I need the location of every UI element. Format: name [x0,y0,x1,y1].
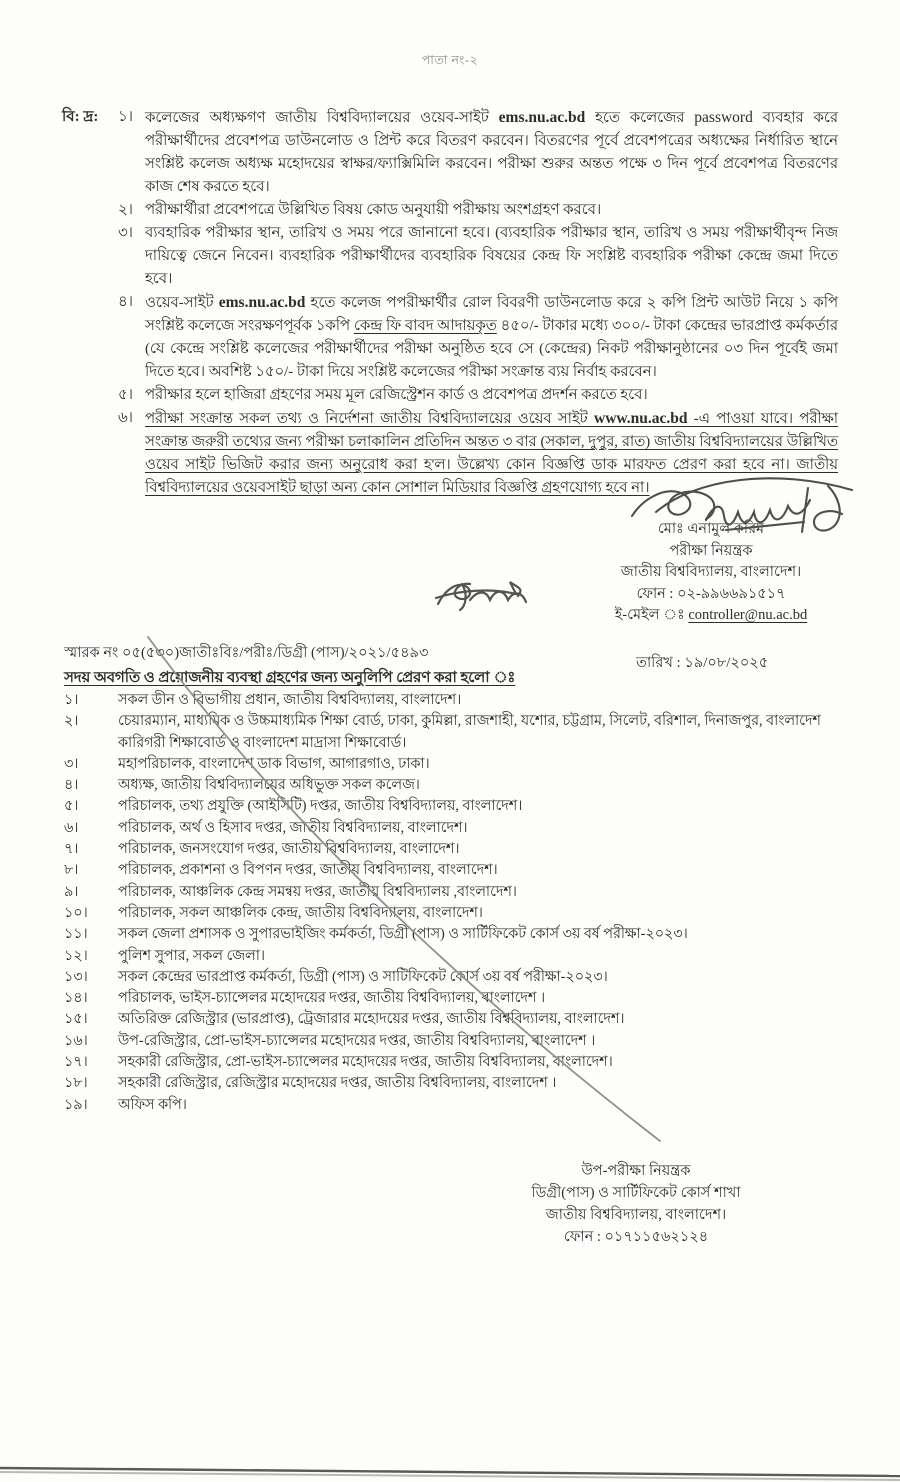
cc-item [64,839,864,860]
nb-note [118,291,838,384]
cc-item-text: সকল জেলা প্রশাসক ও সুপারভাইজিং কর্মকর্তা, ডিগ্রী (পাস) ও সার্টিফিকেট কোর্স ৩য় বর্ষ পরীক্ষা-২০২৩। [118,926,688,943]
note-text: ৪৫০/- টাকার মধ্যে ৩০০/- টাকা কেন্দ্রের ভারপ্রাপ্ত কর্মকর্তার (যে কেন্দ্রে সংশ্লিষ্ট কলেজের পরীক্ষার্থীদের পরীক্ষা অনুষ্ঠিত হবে সে (কেন্দ্রের) নিকট পরীক্ষানুষ্ঠানের ০৩ দিন পূর্বেই জমা দিতে হবে। অবশিষ্ট ১৫০/- টাকা দিয়ে সংশ্লিষ্ট কলেজের পরীক্ষা সংক্রান্ত ব্যয় নির্বাহ করবেন। [145,318,839,380]
cc-heading: সদয় অবগতি ও প্রয়োজনীয় ব্যবস্থা গ্রহণের জন্য অনুলিপি প্রেরণ করা হলো ঃ [64,670,516,686]
cc-item-text: অতিরিক্ত রেজিস্ট্রার (ভারপ্রাপ্ত), ট্রেজারার মহোদয়ের দপ্তর, জাতীয় বিশ্ববিদ্যালয়, বাংলাদেশ। [118,1011,625,1028]
cc-item-text: পরিচালক, জনসংযোগ দপ্তর, জাতীয় বিশ্ববিদ্যালয়, বাংলাদেশ। [118,841,460,858]
cc-item-number: ১৩। [64,968,88,985]
note-text: ems.nu.ac.bd [498,109,586,126]
cc-item-number: ২। [64,713,79,730]
nb-section [62,106,838,500]
cc-item-number: ১৫। [64,1011,88,1028]
nb-label: বি: দ্র: [62,109,99,125]
nb-note [118,407,838,500]
cc-item [64,1073,864,1094]
cc-item [64,1095,864,1116]
cc-item-number: ৭। [64,841,79,858]
cc-item [64,818,864,839]
cc-item-number: ৩। [64,755,79,772]
cc-item-number: ৪। [64,777,79,794]
cc-item [64,796,864,817]
deputy-org: জাতীয় বিশ্ববিদ্যালয়, বাংলাদেশ। [545,1207,727,1223]
signatory-email-line [565,605,857,627]
deputy-title: উপ-পরীক্ষা নিয়ন্ত্রক [581,1163,691,1179]
nb-note [118,222,838,291]
nb-notes-list [118,106,838,500]
cc-item-text: সহকারী রেজিস্ট্রার, রেজিস্ট্রার মহোদয়ের দপ্তর, জাতীয় বিশ্ববিদ্যালয়, বাংলাদেশ । [118,1075,557,1092]
cc-item-text: পরিচালক, তথ্য প্রযুক্তি (আইসিটি) দপ্তর, জাতীয় বিশ্ববিদ্যালয়, বাংলাদেশ। [118,798,523,815]
memo-number: স্মারক নং ০৫(৫৩০)জাতীঃবিঃ/পরীঃ/ডিগ্রী (পাস)/২০২১/৫৪৯৩ [64,645,429,661]
note-text: ব্যবহার করে পরীক্ষার্থীদের প্রবেশপত্র ডাউনলোড ও প্রিন্ট করে বিতরণ করবেন। বিতরণের পূর্বে প্রবেশপত্রের অধ্যক্ষের নির্ধারিত স্থানে সংশ্লিষ্ট কলেজ অধ্যক্ষ মহোদয়ের স্বাক্ষর/ফ্যাক্সিমিলি করবেন। পরীক্ষা শুরুর অন্তত পক্ষে ৩ দিন পূর্বে প্রবেশপত্র বিতরণের কাজ শেষ করতে হবে। [145,110,838,195]
page-number: পাতা নং-২ [421,53,479,67]
cc-item [64,924,864,945]
email-label: ই-মেইল ঃ [614,607,685,623]
cc-list [64,690,864,1116]
cc-item-text: উপ-রেজিস্ট্রার, প্রো-ভাইস-চ্যান্সেলর মহোদয়ের দপ্তর, জাতীয় বিশ্ববিদ্যালয়, বাংলাদেশ । [118,1032,596,1049]
cc-item-text: সকল কেন্দ্রের ভারপ্রাপ্ত কর্মকর্তা, ডিগ্রী (পাস) ও সাটিফিকেট কোর্স ৩য় বর্ষ পরীক্ষা-২০২৩। [118,968,608,985]
cc-item-text: পরিচালক, আঞ্চলিক কেন্দ্র সমন্বয় দপ্তর, জাতীয় বিশ্ববিদ্যালয় ,বাংলাদেশ। [118,883,517,900]
controller-signature-block [565,519,857,627]
cc-item-text: পরিচালক, অর্থ ও হিসাব দপ্তর, জাতীয় বিশ্ববিদ্যালয়, বাংলাদেশ। [118,819,468,836]
note-text: হতে কলেজ পপরীক্ষার্থীর রোল বিবরণী ডাউনলোড করে ২ কপি প্রিন্ট আউট নিয়ে ১ কপি সংশ্লিষ্ট কলেজে সংরক্ষণপূর্বক ১কপি [145,295,838,334]
cc-item-number: ১। [64,692,79,708]
note-number: ৩। [118,225,133,241]
note-number: ১। [118,109,133,125]
signatory-org: জাতীয় বিশ্ববিদ্যালয়, বাংলাদেশ। [620,564,802,580]
cc-item [64,1052,864,1073]
cc-item-text: চেয়ারম্যান, মাধ্যমিক ও উচ্চমাধ্যমিক শিক্ষা বোর্ড, ঢাকা, কুমিল্লা, রাজশাহী, যশোর, চট্টগ্রাম, সিলেট, বরিশাল, দিনাজপুর, বাংলাদেশ কারিগরী শিক্ষাবোর্ড ও বাংলাদেশ মাদ্রাসা শিক্ষাবোর্ড। [118,713,821,751]
cc-item-text: অধ্যক্ষ, জাতীয় বিশ্ববিদ্যালয়ের অধিভুক্ত সকল কলেজ। [118,777,420,794]
cc-item-text: পুলিশ সুপার, সকল জেলা। [118,947,265,964]
email-address: controller@nu.ac.bd [688,607,808,623]
initial-signature-icon [436,582,526,610]
cc-item-number: ৯। [64,883,79,900]
note-number: ৫। [118,387,133,403]
cc-item-number: ১৭। [64,1054,88,1071]
cc-item [64,882,864,903]
cc-item-text: সহকারী রেজিস্ট্রার, প্রো-ভাইস-চ্যান্সেলর মহোদয়ের দপ্তর, জাতীয় বিশ্ববিদ্যালয়, বাংলাদেশ। [118,1054,613,1071]
cc-item-text: পরিচালক, ভাইস-চ্যান্সেলর মহোদয়ের দপ্তর, জাতীয় বিশ্ববিদ্যালয়, বাংলাদেশ । [118,990,546,1007]
cc-item-number: ১৯। [64,1096,88,1113]
note-text: ব্যবহারিক পরীক্ষার স্থান, তারিখ ও সময় পরে জানানো হবে। (ব্যবহারিক পরীক্ষার স্থান, তারিখ ও সময় পরীক্ষার্থীবৃন্দ নিজ দায়িত্বে জেনে নিবেন। ব্যবহারিক পরীক্ষার্থীদের ব্যবহারিক বিষয়ের কেন্দ্র ফি সংশ্লিষ্ট ব্যবহারিক পরীক্ষা কেন্দ্রে জমা দিতে হবে। [145,225,838,287]
cc-item-number: ৮। [64,862,79,879]
cc-item-number: ১৮। [64,1075,88,1092]
cc-item-text: পরিচালক, প্রকাশনা ও বিপণন দপ্তর, জাতীয় বিশ্ববিদ্যালয়, বাংলাদেশ। [118,862,498,879]
cc-item-number: ১২। [64,947,88,964]
cc-item [64,967,864,988]
cc-item-text: পরিচালক, সকল আঞ্চলিক কেন্দ্র, জাতীয় বিশ্ববিদ্যালয়, বাংলাদেশ। [118,904,483,921]
deputy-dept: ডিগ্রী(পাস) ও সার্টিফিকেট কোর্স শাখা [531,1185,741,1201]
signatory-phone: ফোন : ০২-৯৯৬৬৯১৫১৭ [636,585,786,602]
nb-note [118,106,838,199]
cc-item-number: ১৪। [64,990,88,1007]
note-number: ৬। [118,410,133,426]
scan-edge-line [0,1468,900,1476]
cc-item-number: ৫। [64,798,79,815]
signatory-name: মোঃ এনামুল করিম [657,521,765,537]
cc-item [64,775,864,796]
note-text: পরীক্ষার হলে হাজিরা গ্রহণের সময় মূল রেজিস্ট্রেশন কার্ড ও প্রবেশপত্র প্রদর্শন করতে হবে। [145,387,648,403]
cc-item-text: অফিস কপি। [118,1096,187,1113]
deputy-controller-block [468,1160,804,1248]
cc-item-number: ১১। [64,926,88,943]
note-number: ২। [118,202,133,218]
note-text: www.nu.ac.bd [594,410,688,427]
cc-item-number: ১৬। [64,1032,88,1049]
cc-item-number: ১০। [64,904,88,921]
cc-item [64,988,864,1009]
deputy-phone: ফোন : ০১৭১১৫৬২১২৪ [563,1229,709,1245]
cc-item [64,946,864,967]
cc-item [64,1031,864,1052]
cc-item [64,690,864,711]
note-text: -এ পাওয়া যাবে। পরীক্ষা সংক্রান্ত জরুরী তথ্যের জন্য পরীক্ষা চলাকালিন প্রতিদিন অন্তত ৩ বার (সকাল, দুপুর, রাত) জাতীয় বিশ্ববিদ্যালয়ের উল্লিখিত ওয়েব সাইট ভিজিট করার জন্য অনুরোধ করা হ'ল। উল্লেখ্য কোন বিজ্ঞপ্তি ডাক মারফত প্রেরণ করা হবে না। জাতীয় বিশ্ববিদ্যালয়ের ওয়েবসাইট ছাড়া অন্য কোন সোশাল মিডিয়ার বিজ্ঞপ্তি গ্রহণযোগ্য হবে না। [145,411,839,496]
cc-item [64,754,864,775]
note-text: password [694,109,753,126]
cc-item [64,711,864,754]
memo-date: তারিখ : ১৯/০৮/২০২৫ [636,655,769,671]
cc-item-text: সকল ডীন ও বিভাগীয় প্রধান, জাতীয় বিশ্ববিদ্যালয়, বাংলাদেশ। [118,692,462,708]
signatory-title: পরীক্ষা নিয়ন্ত্রক [669,542,753,559]
note-text: ems.nu.ac.bd [218,294,306,311]
nb-note [118,384,838,407]
cc-item-number: ৬। [64,819,79,836]
note-text: পরীক্ষা সংক্রান্ত সকল তথ্য ও নির্দেশনা জাতীয় বিশ্ববিদ্যালয়ের ওয়েব সাইট [145,411,594,427]
cc-item [64,860,864,881]
note-text: হতে কলেজের [585,110,695,126]
note-text: কেন্দ্র ফি বাবদ আদায়কৃত [353,318,497,334]
cc-item [64,1009,864,1030]
note-number: ৪। [118,294,133,310]
cc-item-text: মহাপরিচালক, বাংলাদেশ ডাক বিভাগ, আগারগাও, ঢাকা। [118,755,430,772]
note-text: ওয়েব-সাইট [145,295,219,311]
cc-item [64,903,864,924]
nb-note [118,199,838,222]
note-text: পরীক্ষার্থীরা প্রবেশপত্রে উল্লিখিত বিষয় কোড অনুযায়ী পরীক্ষায় অংশগ্রহণ করবে। [145,202,602,218]
note-text: কলেজের অধ্যক্ষগণ জাতীয় বিশ্ববিদ্যালয়ের ওয়েব-সাইট [145,110,499,126]
